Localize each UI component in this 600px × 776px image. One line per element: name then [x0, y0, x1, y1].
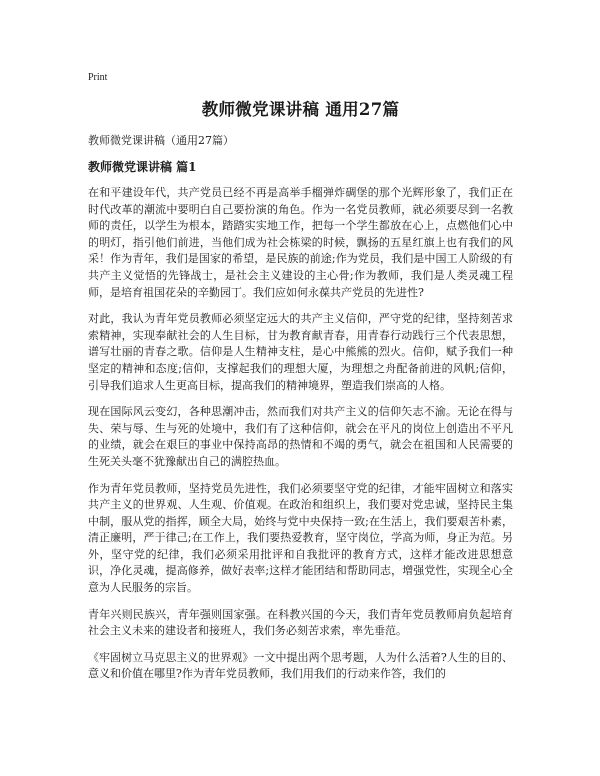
paragraph-4: 作为青年党员教师，坚持党员先进性，我们必须要坚守党的纪律，才能牢固树立和落实共产主义的世界观、人生观、价值观。在政治和组织上，我们要对党忠诚，坚持民主集中制，服从党的指挥，顾全大局，始终与党中央保持一致;在生活上，我们要艰苦朴素，清正廉明，严于律己;在工作上，我们要热爱教育，坚守岗位，学高为师，身正为范。另外，坚守党的纪律，我们必须采用批评和自我批评的教育方式，这样才能改进思想意识，净化灵魂，提高修养，做好表率;这样才能团结和帮助同志，增强党性，实现全心全意为人民服务的宗旨。: [88, 481, 513, 595]
document-title: 教师微党课讲稿 通用27篇: [201, 100, 400, 119]
paragraph-3: 现在国际风云变幻，各种思潮冲击，然而我们对共产主义的信仰矢志不渝。无论在得与失、荣与辱、生与死的处境中，我们有了这种信仰，就会在平凡的岗位上创造出不平凡的业绩，就会在艰巨的事业中保持高昂的热情和不竭的勇气，就会在祖国和人民需要的生死关头毫不犹豫献出自己的满腔热血。: [88, 405, 513, 468]
section-heading: 教师微党课讲稿 篇1: [88, 160, 197, 174]
paragraph-2: 对此，我认为青年党员教师必须坚定远大的共产主义信仰，严守党的纪律，坚持刻苦求索精神，实现奉献社会的人生目标，甘为教育献青春，用青春行动践行三个代表思想，谱写壮丽的青春之歌。信仰是人生精神支柱，是心中熊熊的烈火。信仰，赋予我们一种坚定的精神和态度;信仰，支撑起我们的理想大厦，为理想之舟配备前进的风帆;信仰，引导我们追求人生更高目标，提高我们的精神境界，塑造我们崇高的人格。: [88, 312, 513, 392]
document-body: [88, 185, 513, 693]
paragraph-6: 《牢固树立马克思主义的世界观》一文中提出两个思考题，人为什么活着?人生的目的、意义和价值在哪里?作为青年党员教师，我们用我们的行动来作答，我们的: [88, 650, 513, 681]
paragraph-1: 在和平建设年代，共产党员已经不再是高举手榴弹炸碉堡的那个光辉形象了，我们正在时代改革的潮流中要明白自己要扮演的角色。作为一名党员教师，就必须要尽到一名教师的责任，以学生为根本，踏踏实实地工作，把每一个学生都放在心上，点燃他们心中的明灯，指引他们前进，当他们成为社会栋梁的时候，飘扬的五星红旗上也有我们的风采！作为青年，我们是国家的希望，是民族的前途;作为党员，我们是中国工人阶级的有共产主义觉悟的先锋战士，是社会主义建设的主心骨;作为教师，我们是人类灵魂工程师，是培育祖国花朵的辛勤园丁。我们应如何永葆共产党员的先进性?: [88, 186, 513, 299]
document-subtitle: 教师微党课讲稿（通用27篇）: [88, 134, 234, 147]
print-label[interactable]: Print: [88, 72, 108, 83]
paragraph-5: 青年兴则民族兴，青年强则国家强。在科教兴国的今天，我们青年党员教师肩负起培育社会主义未来的建设者和接班人，我们务必刻苦求索，率先垂范。: [88, 607, 513, 638]
